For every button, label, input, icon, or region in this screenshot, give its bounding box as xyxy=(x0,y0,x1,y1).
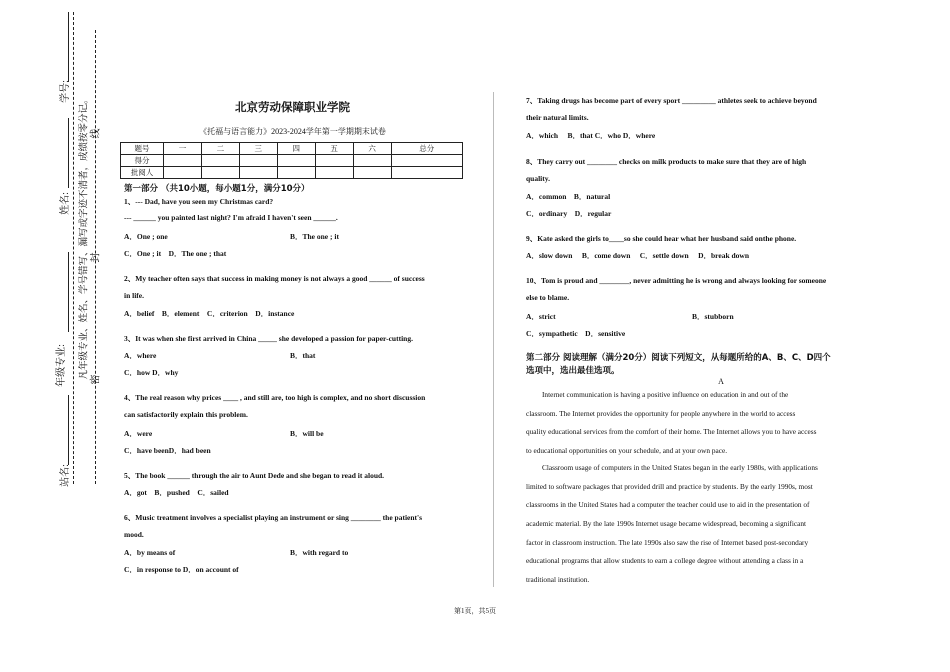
score-cell[interactable] xyxy=(391,155,462,167)
class-label: 年级专业: xyxy=(55,344,67,387)
score-cell[interactable] xyxy=(201,155,239,167)
q8-options-cd: C．ordinary D．regular xyxy=(526,209,612,218)
score-cell[interactable] xyxy=(164,167,202,179)
part1-title: 第一部分 （共10小题，每小题1分，满分10分） xyxy=(124,184,310,194)
q6-option-a: A．by means of xyxy=(124,548,176,557)
class-blank xyxy=(68,252,69,332)
q1-line2: --- ______ you painted last night? I'm afraid I haven't seen ______. xyxy=(124,213,338,222)
q10-option-cd: C．sympathetic D．sensitive xyxy=(526,329,626,338)
score-row-label: 批阅人 xyxy=(121,167,164,179)
passage-line: academic material. By the late 1990s Internet usage became widespread, becoming a significant xyxy=(526,519,807,528)
q4-option-cd: C．have beenD．had been xyxy=(124,446,211,455)
q3-option-b: B．that xyxy=(290,351,316,360)
q3-option-cd: C．how D．why xyxy=(124,368,179,377)
exam-room-blank xyxy=(68,395,69,465)
student-id-blank xyxy=(68,12,69,82)
q5-line1: 5、The book ______ through the air to Aunt Dede and she began to read it aloud. xyxy=(124,471,385,480)
q9-line1: 9、Kate asked the girls to____so she could hear what her husband said onthe phone. xyxy=(526,234,797,243)
passage-line: limited to software packages that provided drill and practice by students. By the early 1990s, most xyxy=(526,482,813,491)
score-col: 三 xyxy=(239,143,277,155)
passage-line: Internet communication is having a positive influence on education in and out of the xyxy=(542,390,789,399)
q10-line2: else to blame. xyxy=(526,293,570,302)
exam-room-label: 站名: xyxy=(59,464,71,487)
passage-line: factor in classroom instruction. The late 1990s also saw the rise of Internet based post-secondary xyxy=(526,538,809,547)
q4-line2: can satisfactorily explain this problem. xyxy=(124,410,248,419)
seal-line-outer xyxy=(73,12,74,484)
seal-mark-feng: 封 xyxy=(90,252,102,263)
q1-option-cd: C．One ; it D．The one ; that xyxy=(124,249,227,258)
score-cell[interactable] xyxy=(277,155,315,167)
score-cell[interactable] xyxy=(201,167,239,179)
seal-mark-xian: 线 xyxy=(90,128,102,139)
exam-title: 《托福与语言能力》2023-2024学年第一学期期末试卷 xyxy=(199,127,386,136)
q5-options: A．got B．pushed C．sailed xyxy=(124,488,229,497)
passage-line: Classroom usage of computers in the United States began in the early 1980s, with applications xyxy=(542,463,818,472)
score-col: 一 xyxy=(164,143,202,155)
name-label: 姓名: xyxy=(59,192,71,215)
score-col: 四 xyxy=(277,143,315,155)
passage-line: quality educational services from the comfort of their home. The Internet allows you to have access xyxy=(526,427,817,436)
passage-label: A xyxy=(718,377,724,386)
q3-line1: 3、It was when she first arrived in China _____ she developed a passion for paper-cutting. xyxy=(124,334,413,343)
q1-option-b: B．The one ; it xyxy=(290,232,339,241)
score-cell[interactable] xyxy=(164,155,202,167)
passage-line: classrooms in the United States had a computer the teacher could use to aid in the presentation of xyxy=(526,500,810,509)
page-number: 第1页，共5页 xyxy=(454,607,496,615)
score-table-header-row xyxy=(121,143,463,155)
score-cell[interactable] xyxy=(391,167,462,179)
score-col: 五 xyxy=(315,143,353,155)
score-row-label: 题号 xyxy=(121,143,164,155)
school-title: 北京劳动保障职业学院 xyxy=(235,100,350,114)
q10-line1: 10、Tom is proud and ________, never admitting he is wrong and always looking for someone xyxy=(526,276,827,285)
score-col: 六 xyxy=(353,143,391,155)
score-cell[interactable] xyxy=(239,155,277,167)
q2-line2: in life. xyxy=(124,291,144,300)
part2-title-line1: 第二部分 阅读理解（满分20分）阅读下列短文，从每题所给的A、B、C、D四个 xyxy=(526,353,831,363)
q3-option-a: A．where xyxy=(124,351,157,360)
binding-instruction: 凡年级专业、姓名、学号错写、漏写或字迹不清者，成绩按零分记。 xyxy=(79,94,90,380)
seal-mark-mi: 密 xyxy=(90,374,102,385)
q6-line2: mood. xyxy=(124,530,144,539)
q2-options: A．belief B．element C．criterion D．instance xyxy=(124,309,295,318)
q10-option-a: A．strict xyxy=(526,312,556,321)
column-divider xyxy=(493,92,494,587)
q6-line1: 6、Music treatment involves a specialist playing an instrument or sing ________ the patient's xyxy=(124,513,423,522)
score-cell[interactable] xyxy=(315,167,353,179)
q8-options-ab: A．common B．natural xyxy=(526,192,611,201)
score-table-grader-row xyxy=(121,167,463,179)
passage-line: classroom. The Internet provides the opportunity for people anywhere in the world to access xyxy=(526,409,796,418)
q4-option-b: B．will be xyxy=(290,429,324,438)
q7-options: A．which B．that C．who D．where xyxy=(526,131,656,140)
score-row-label: 得分 xyxy=(121,155,164,167)
q8-line2: quality. xyxy=(526,174,550,183)
part2-title-line2: 选项中，选出最佳选项。 xyxy=(526,366,620,376)
q6-option-b: B．with regard to xyxy=(290,548,349,557)
q1-option-a: A．One ; one xyxy=(124,232,168,241)
score-cell[interactable] xyxy=(239,167,277,179)
q7-line1: 7、Taking drugs has become part of every sport _________ athletes seek to achieve beyond xyxy=(526,96,817,105)
q10-option-b: B．stubborn xyxy=(692,312,734,321)
q2-line1: 2、My teacher often says that success in making money is not always a good ______ of success xyxy=(124,274,425,283)
passage-line: educational programs that allow students to earn a college degree without attending a class in a xyxy=(526,556,804,565)
q4-option-a: A．were xyxy=(124,429,153,438)
score-cell[interactable] xyxy=(277,167,315,179)
score-col: 总分 xyxy=(391,143,462,155)
student-id-label: 学号: xyxy=(59,80,71,103)
score-cell[interactable] xyxy=(353,155,391,167)
passage-line: to educational opportunities on your schedule, and at your own pace. xyxy=(526,446,728,455)
name-blank xyxy=(68,118,69,188)
q9-options: A．slow down B．come down C．settle down D．break down xyxy=(526,251,750,260)
q7-line2: their natural limits. xyxy=(526,113,589,122)
score-table xyxy=(120,142,463,179)
score-cell[interactable] xyxy=(315,155,353,167)
q1-line1: 1、--- Dad, have you seen my Christmas card? xyxy=(124,197,274,206)
q8-line1: 8、They carry out ________ checks on milk products to make sure that they are of high xyxy=(526,157,807,166)
score-col: 二 xyxy=(201,143,239,155)
passage-line: traditional institution. xyxy=(526,575,590,584)
score-cell[interactable] xyxy=(353,167,391,179)
q6-option-cd: C．in response to D．on account of xyxy=(124,565,239,574)
q4-line1: 4、The real reason why prices ____ , and still are, too high is complex, and no short discussion xyxy=(124,393,426,402)
score-table-score-row xyxy=(121,155,463,167)
